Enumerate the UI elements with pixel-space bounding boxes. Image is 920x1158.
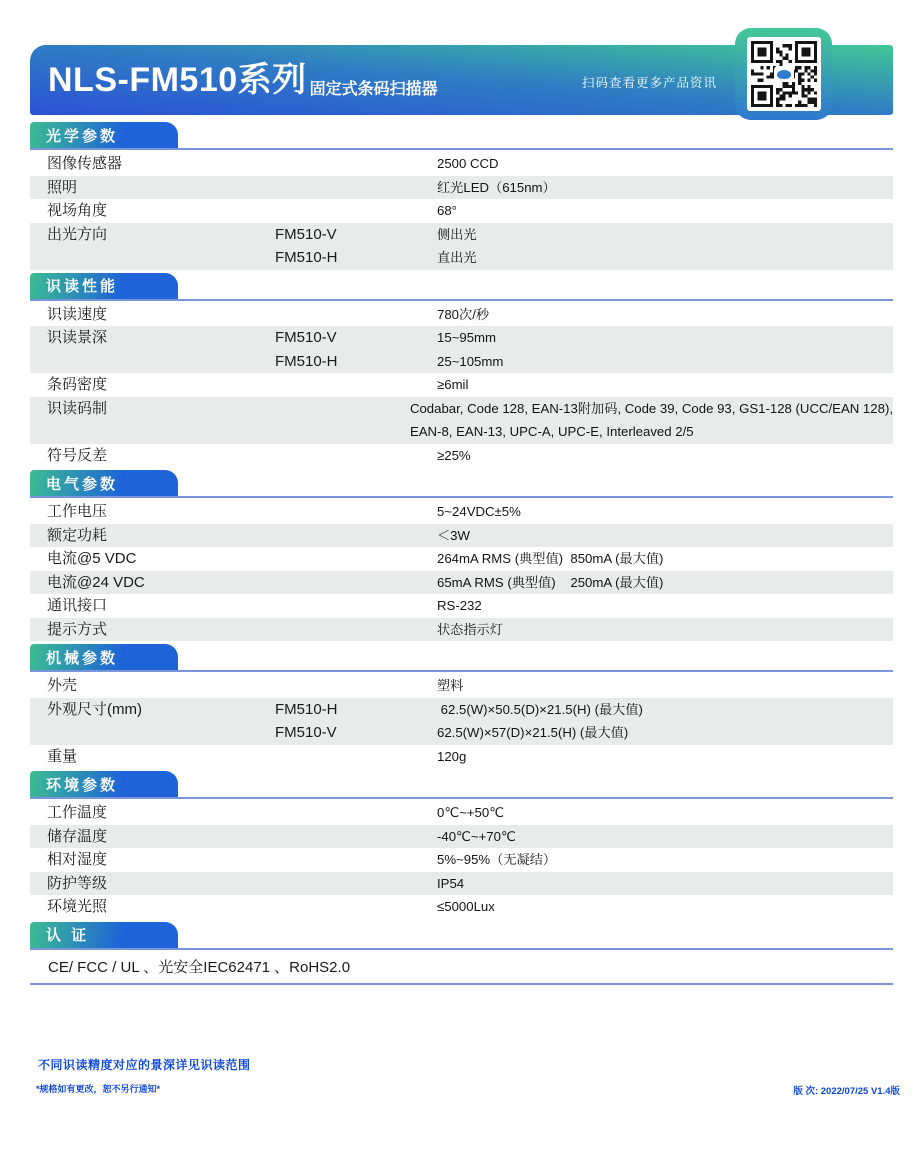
spec-model-text: FM510-H [275,249,338,266]
spec-value-text: 红光LED（615nm） [437,179,556,195]
section-tab: 机械参数 [30,644,178,670]
spec-model-column [275,199,437,223]
spec-value-column [437,500,893,524]
spec-row [30,524,893,548]
spec-label [30,895,275,919]
spec-label-text: 视场角度 [47,202,108,219]
spec-model-column [275,674,437,698]
spec-value-column [437,223,893,270]
qr-center-logo-icon [774,66,794,82]
spec-label-text: 额定功耗 [47,526,108,544]
spec-model-text: FM510-H [275,700,338,718]
section-tab-rule [30,122,893,150]
spec-value-column [437,444,893,468]
spec-value-text: 侧出光 [437,226,477,242]
spec-row [30,326,893,373]
revision-label: 版 次: 2022/07/25 V1.4版 [793,1086,900,1097]
spec-value-text: Codabar, Code 128, EAN-13附加码, Code 39, Code 93, GS1-128 (UCC/EAN 128), [409,400,893,416]
spec-value-text: 68° [437,203,457,218]
spec-section [30,644,893,768]
spec-value-text: IP54 [437,875,465,891]
section-tab: 认 证 [30,922,178,948]
spec-label [30,674,275,698]
spec-section [30,771,893,919]
spec-value-column [437,547,893,571]
spec-label [30,547,275,571]
spec-model-column [275,223,437,270]
spec-value-text: 0℃~+50℃ [437,805,505,820]
spec-row [30,152,893,176]
spec-label [30,594,275,618]
spec-label-text: 图像传感器 [47,155,123,172]
spec-model-column [275,698,437,745]
spec-value-column [437,594,893,618]
spec-row [30,618,893,642]
spec-label-text: 条码密度 [47,376,108,393]
spec-value-text: ≤5000Lux [437,899,495,914]
spec-label-text: 工作电压 [47,503,108,520]
spec-model-column [275,571,437,595]
spec-label-text: 外观尺寸(mm) [47,700,142,718]
spec-value-text: 264mA RMS (典型值) 850mA (最大值) [437,551,664,566]
spec-label [30,825,275,849]
spec-value-column [437,373,893,397]
section-rows [30,952,893,985]
section-rows [30,801,893,919]
spec-label-text: 外壳 [47,677,78,694]
section-rows [30,152,893,270]
spec-value-text: 状态指示灯 [437,621,503,637]
spec-value-column [437,303,893,327]
spec-model-column [275,848,437,872]
spec-value-text: ≥25% [437,447,471,463]
spec-label-text: 通讯接口 [47,597,108,614]
spec-value-text: 25~105mm [437,353,504,369]
spec-model-column [275,872,437,896]
spec-model-column [275,801,437,825]
spec-label-text: 电流@5 VDC [47,550,137,567]
spec-label [30,444,275,468]
product-subtitle: 固定式条码扫描器 [309,80,438,98]
spec-value-column [437,825,893,849]
spec-value-column [437,801,893,825]
spec-value-column [437,848,893,872]
spec-model-column [275,176,437,200]
spec-value-text: 62.5(W)×50.5(D)×21.5(H) (最大值) [437,701,643,717]
spec-label-text: 出光方向 [47,225,108,243]
spec-value-text: 直出光 [437,250,477,265]
spec-section [30,273,893,468]
spec-label-text: 提示方式 [47,620,108,638]
spec-label [30,199,275,223]
section-rows [30,500,893,641]
footnote-disclaimer: *规格如有更改，恕不另行通知* [36,1084,161,1094]
spec-label [30,373,275,397]
spec-row [30,373,893,397]
section-tab-rule [30,922,893,950]
spec-row [30,872,893,896]
spec-value-text: 15~95mm [437,330,497,345]
spec-label [30,397,259,444]
spec-row [30,801,893,825]
spec-value-text: 65mA RMS (典型值) 250mA (最大值) [437,574,664,590]
spec-row [30,674,893,698]
qr-code-icon [747,37,821,111]
spec-model-column [275,303,437,327]
spec-model-column [275,825,437,849]
spec-value-column [437,326,893,373]
spec-row [30,952,893,983]
spec-row [30,698,893,745]
spec-row [30,848,893,872]
spec-row [30,547,893,571]
spec-model-text: FM510-V [275,724,337,741]
section-tab-rule [30,644,893,672]
spec-label [30,524,275,548]
spec-label-text: 环境光照 [47,898,108,915]
spec-value-text: 62.5(W)×57(D)×21.5(H) (最大值) [437,725,629,740]
spec-label-text: 照明 [47,178,78,196]
spec-model-column [275,895,437,919]
spec-model-text: FM510-V [275,329,337,346]
spec-value-text: EAN-8, EAN-13, UPC-A, UPC-E, Interleaved 2/5 [409,424,694,439]
spec-value-column [410,397,893,444]
spec-label [30,618,275,642]
spec-label [30,848,275,872]
spec-label [30,152,275,176]
spec-value-column [437,524,893,548]
spec-section [30,122,893,270]
spec-model-column [275,745,437,769]
spec-model-column [275,500,437,524]
spec-row [30,176,893,200]
header-titles [48,45,438,115]
spec-label-text: 防护等级 [47,874,108,892]
spec-row [30,571,893,595]
spec-model-column [275,373,437,397]
spec-label [30,745,275,769]
section-tab-rule [30,273,893,301]
spec-model-column [275,547,437,571]
spec-value-column [437,176,893,200]
spec-label [30,571,275,595]
spec-label-text: 重量 [47,747,78,765]
spec-value-text: 5%~95%（无凝结） [437,852,557,867]
spec-label-text: 识读景深 [47,329,108,346]
certification-value [30,952,350,983]
spec-label-text: 储存温度 [47,827,108,845]
spec-label-text: 符号反差 [47,446,108,464]
spec-row [30,444,893,468]
product-title: NLS-FM510系列 [48,61,307,99]
spec-value-text: 塑料 [437,678,464,693]
spec-value-text: ＜3W [437,527,470,543]
spec-value-column [437,698,893,745]
spec-row [30,895,893,919]
spec-value-text: RS-232 [437,598,482,613]
spec-model-column [259,397,410,444]
spec-section [30,470,893,641]
section-tab: 电气参数 [30,470,178,496]
spec-label-text: 相对湿度 [47,851,108,868]
spec-value-text: ≥6mil [437,377,469,392]
section-tab: 识读性能 [30,273,178,299]
spec-model-column [275,618,437,642]
spec-label-text: 识读码制 [47,399,108,417]
spec-model-text: FM510-V [275,225,337,243]
spec-value-text: -40℃~+70℃ [437,828,516,844]
section-tab: 环境参数 [30,771,178,797]
spec-value-column [437,872,893,896]
spec-row [30,223,893,270]
spec-model-column [275,444,437,468]
section-rows [30,303,893,468]
section-tab: 光学参数 [30,122,178,148]
spec-value-column [437,895,893,919]
spec-row [30,825,893,849]
spec-value-column [437,199,893,223]
spec-value-column [437,152,893,176]
spec-label [30,698,275,745]
spec-label-text: 工作温度 [47,804,108,821]
spec-section [30,922,893,985]
spec-value-column [437,571,893,595]
section-rows [30,674,893,768]
spec-sections [30,122,893,988]
spec-model-column [275,524,437,548]
spec-value-text: 780次/秒 [437,306,490,322]
spec-model-column [275,326,437,373]
qr-tile [735,28,832,120]
spec-label [30,326,275,373]
spec-label [30,801,275,825]
spec-model-text: FM510-H [275,352,338,370]
spec-row [30,594,893,618]
spec-model-column [275,152,437,176]
spec-model-column [275,594,437,618]
spec-value-column [437,618,893,642]
spec-label-text: 识读速度 [47,305,108,323]
spec-value-text: 120g [437,748,467,764]
spec-row [30,745,893,769]
certification-text: CE/ FCC / UL 、光安全IEC62471 、RoHS2.0 [48,958,351,976]
spec-label [30,500,275,524]
spec-value-column [437,745,893,769]
spec-value-column [437,674,893,698]
header-band [30,45,893,115]
spec-label [30,872,275,896]
spec-value-text: 2500 CCD [437,156,499,171]
spec-row [30,303,893,327]
footnote-depth-of-field: 不同识读精度对应的景深详见识读范围 [38,1058,251,1072]
spec-row [30,199,893,223]
section-tab-rule [30,470,893,498]
spec-label-text: 电流@24 VDC [47,573,145,591]
spec-value-text: 5~24VDC±5% [437,504,521,519]
spec-label [30,176,275,200]
scan-hint-text: 扫码查看更多产品资讯 [581,76,717,90]
spec-row [30,500,893,524]
section-tab-rule [30,771,893,799]
spec-label [30,303,275,327]
spec-label [30,223,275,270]
spec-row [30,397,893,444]
